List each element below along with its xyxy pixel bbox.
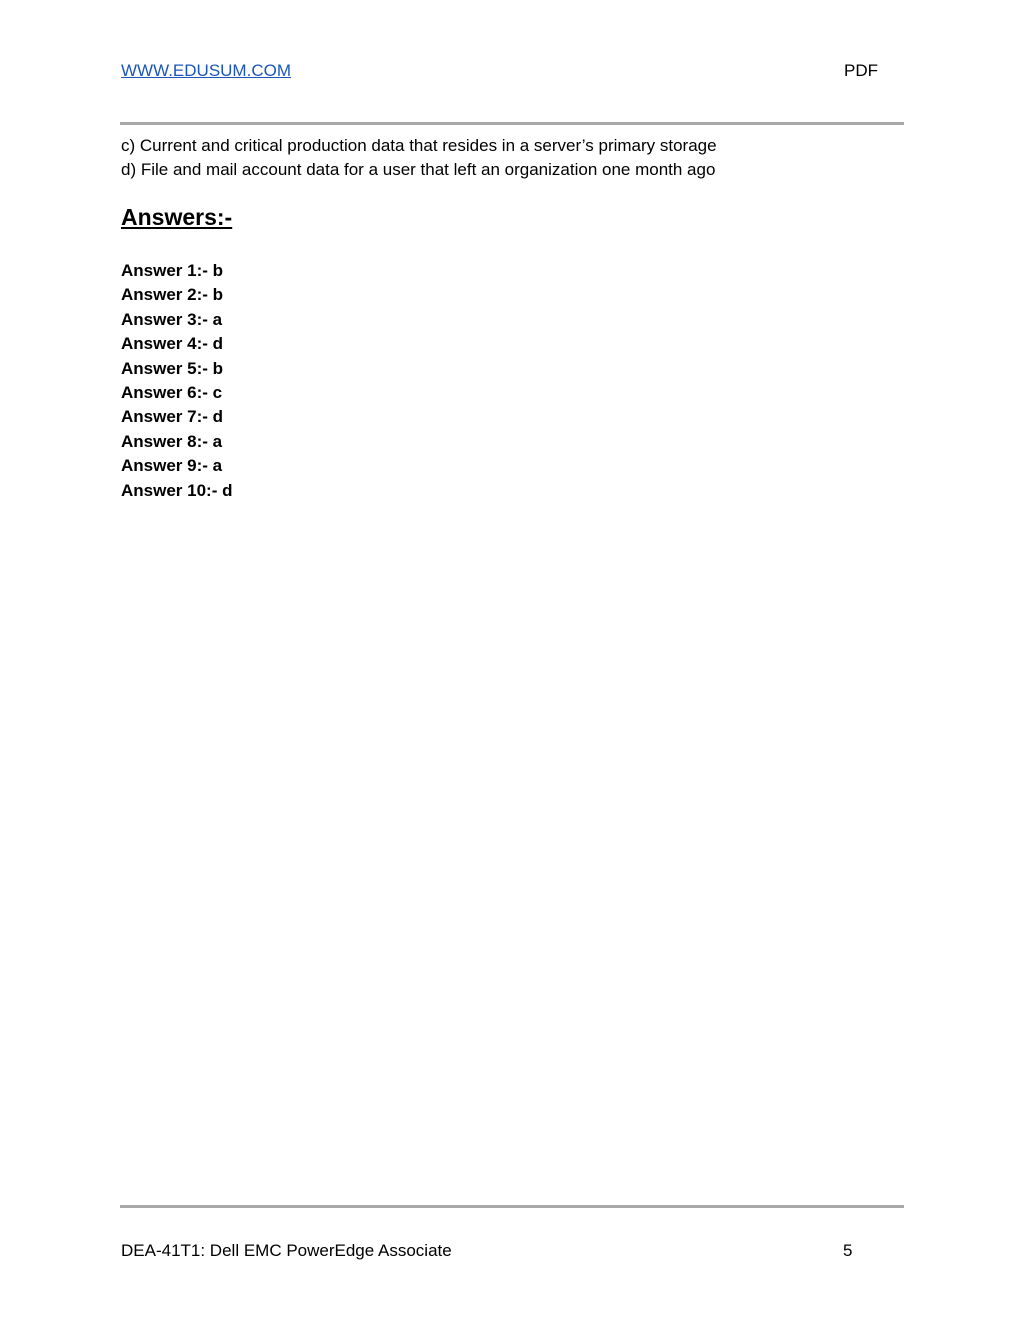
answers-heading: Answers:-: [121, 204, 233, 230]
answers-list: [121, 259, 232, 503]
answer-item: Answer 3:- a: [121, 309, 223, 329]
option-d: d) File and mail account data for a user that left an organization one month ago: [121, 160, 716, 179]
answer-item: Answer 7:- d: [121, 407, 224, 427]
answer-item: Answer 2:- b: [121, 285, 224, 305]
answer-item: Answer 9:- a: [121, 456, 223, 476]
doc-type-label: PDF: [844, 61, 878, 80]
answer-options: [121, 134, 717, 182]
option-c: c) Current and critical production data that resides in a server’s primary storage: [121, 136, 717, 155]
answer-item: Answer 4:- d: [121, 334, 224, 354]
answer-item: Answer 5:- b: [121, 358, 224, 378]
footer-title: DEA-41T1: Dell EMC PowerEdge Associate: [121, 1241, 452, 1260]
answer-item: Answer 8:- a: [121, 431, 223, 451]
site-link[interactable]: WWW.EDUSUM.COM: [121, 61, 291, 80]
page-number: 5: [843, 1241, 853, 1260]
header-divider: [120, 122, 904, 125]
answer-item: Answer 10:- d: [121, 480, 233, 500]
answer-item: Answer 6:- c: [121, 383, 223, 403]
answer-item: Answer 1:- b: [121, 261, 224, 280]
footer-divider: [120, 1205, 904, 1208]
